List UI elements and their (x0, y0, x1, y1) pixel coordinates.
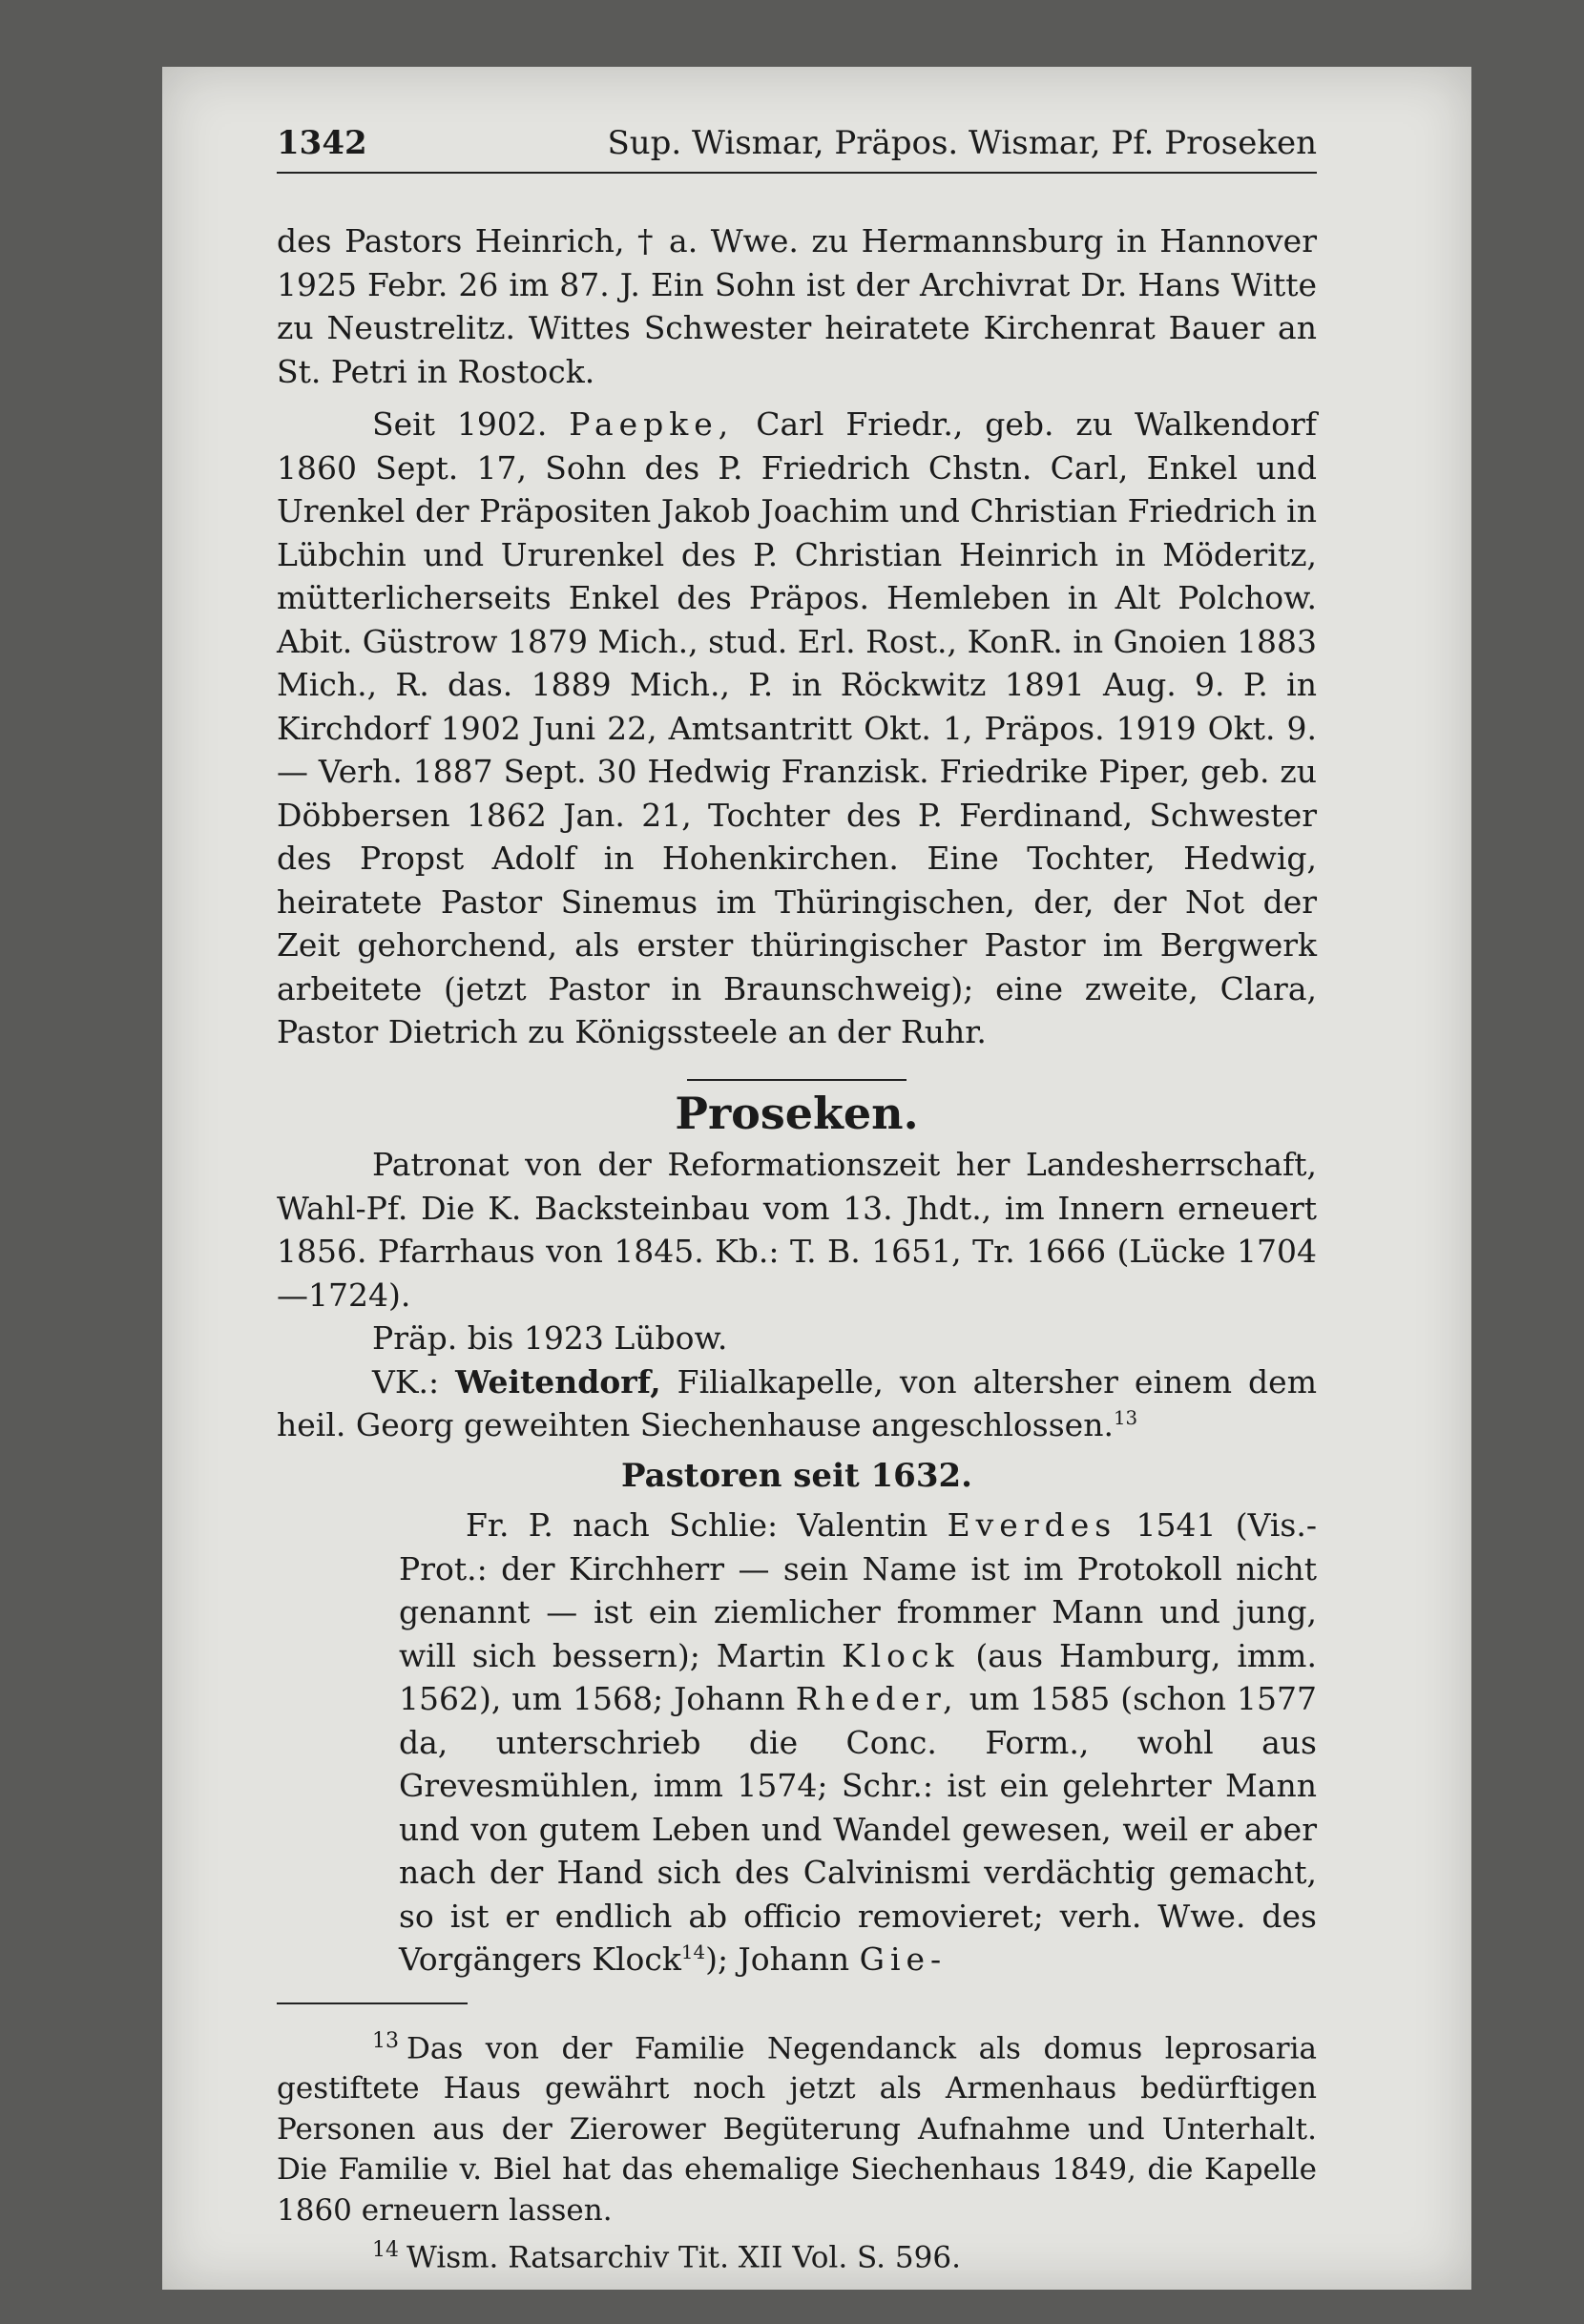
pastors-paragraph (399, 1504, 1317, 1982)
footnote-text-13: Das von der Familie Negendanck als domus leprosaria gestiftete Haus gewährt noch jetzt als Armenhaus bedürftigen Personen aus der Zierower Begüterung Aufnahme und Unterhalt. Die Familie v. Biel hat das ehemalige Siechenhaus 1849, die Kapelle 1860 erneuern lassen. (277, 2030, 1317, 2228)
pastor-name-rheder: Rheder, (795, 1680, 959, 1717)
vk-name: Weitendorf, (455, 1362, 661, 1401)
continued-paragraph: des Pastors Heinrich, † a. Wwe. zu Hermannsburg in Hannover 1925 Febr. 26 im 87. J. Ein Sohn ist der Archivrat Dr. Hans Witte zu Neustrelitz. Wittes Schwester heiratete Kirchenrat Bauer an St. Petri in Rostock. (277, 222, 1317, 390)
paepke-lead: Seit 1902. (372, 405, 548, 443)
page-number: 1342 (277, 124, 367, 162)
vk-text: Filialkapelle, von altersher einem dem heil. Georg geweihten Siechenhause angeschlossen. (277, 1362, 1318, 1443)
footnote-13 (277, 2022, 1317, 2231)
pastors-text-4: um 1585 (schon 1577 da, unterschrieb die Conc. Form., wohl aus Grevesmühlen, imm 1574; Schr.: ist ein gelehrter Mann und von gutem Leben und Wandel gewesen, weil er aber nach der Hand sich des Calvinismi verdächtig gemacht, so ist er endlich ab officio removieret; verh. Wwe. des Vorgängers Klock (399, 1680, 1317, 1978)
pastor-name-everdes: Everdes (947, 1506, 1117, 1544)
praep-line: Präp. bis 1923 Lübow. (372, 1319, 728, 1357)
vk-paragraph (277, 1360, 1317, 1447)
pastor-name-gie: Gie- (859, 1940, 948, 1978)
pastors-list (399, 1504, 1317, 1982)
running-title: Sup. Wismar, Präpos. Wismar, Pf. Proseken (607, 124, 1317, 162)
vk-label: VK.: (372, 1362, 440, 1401)
footnote-text-14: Wism. Ratsarchiv Tit. XII Vol. S. 596. (406, 2240, 961, 2275)
book-page (162, 67, 1471, 2290)
patronat-paragraph: Patronat von der Reformationszeit her Landesherrschaft, Wahl-Pf. Die K. Backsteinbau vom 13. Jhdt., im Innern erneuert 1856. Pfarrhaus von 1845. Kb.: T. B. 1651, Tr. 1666 (Lücke 1704—1724). (277, 1146, 1317, 1314)
footnote-ref-13: 13 (1113, 1407, 1138, 1429)
paepke-name: Paepke, (569, 405, 735, 443)
footnote-ref-14: 14 (680, 1941, 706, 1963)
section-title: Proseken. (675, 1087, 919, 1139)
pastor-name-klock: Klock (841, 1636, 960, 1674)
paepke-entry (277, 403, 1317, 1054)
running-header (277, 124, 1317, 174)
page-content (277, 219, 1317, 2278)
paepke-text: Carl Friedr., geb. zu Walkendorf 1860 Sept. 17, Sohn des P. Friedrich Chstn. Carl, Enkel und Urenkel der Präpositen Jakob Joachim und Christian Friedrich in Lübchin und Ururenkel des P. Christian Heinrich in Möderitz, mütterlicherseits Enkel des Präpos. Hemleben in Alt Polchow. Abit. Güstrow 1879 Mich., stud. Erl. Rost., KonR. in Gnoien 1883 Mich., R. das. 1889 Mich., P. in Röckwitz 1891 Aug. 9. P. in Kirchdorf 1902 Juni 22, Amtsantritt Okt. 1, Präpos. 1919 Okt. 9. — Verh. 1887 Sept. 30 Hedwig Franzisk. Friedrike Piper, geb. zu Döbbersen 1862 Jan. 21, Tochter des P. Ferdinand, Schwester des Propst Adolf in Hohenkirchen. Eine Tochter, Hedwig, heiratete Pastor Sinemus im Thüringischen, der, der Not der Zeit gehorchend, als erster thüringischer Pastor im Bergwerk arbeitete (jetzt Pastor in Braunschweig); eine zweite, Clara, Pastor Dietrich zu Königssteele an der Ruhr. (277, 405, 1318, 1050)
footnote-14 (277, 2231, 1317, 2278)
pastors-text-1: Fr. P. nach Schlie: Valentin (466, 1506, 928, 1544)
section-divider (687, 1079, 907, 1081)
footnote-mark-14: 14 (372, 2238, 399, 2263)
footnote-divider (277, 2002, 468, 2004)
footnote-mark-13: 13 (372, 2028, 399, 2053)
pastors-text-5: ); Johann (705, 1940, 850, 1978)
pastors-text-2: 1541 (Vis.-Prot.: der Kirchherr — sein Name ist im Protokoll nicht genannt — ist ein ziemlicher frommer Mann und jung, will sich bessern); Martin (399, 1506, 1317, 1674)
pastors-heading: Pastoren seit 1632. (620, 1456, 972, 1495)
pastors-text-3: (aus Hamburg, imm. 1562), um 1568; Johann (399, 1636, 1317, 1717)
